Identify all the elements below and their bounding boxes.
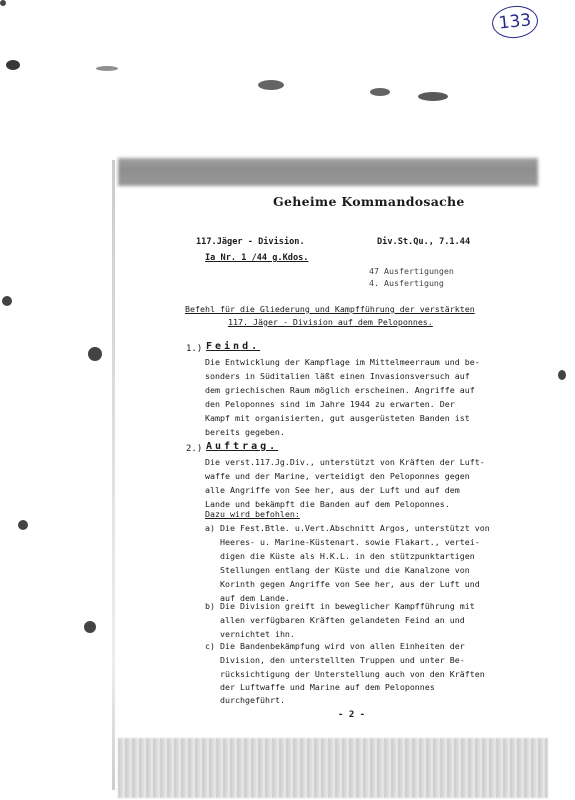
item-c-line: Die Bandenbekämpfung wird von allen Einheiten der xyxy=(220,641,465,651)
page-footer-number: - 2 - xyxy=(338,710,366,720)
order-title-line-1: Befehl für die Gliederung und Kampfführung der verstärkten xyxy=(185,304,475,314)
scan-smudge xyxy=(558,370,566,380)
section-2-number: 2.) xyxy=(186,444,203,454)
scan-smudge xyxy=(6,60,20,70)
item-a-line: digen die Küste als H.K.L. in den stützpunktartigen xyxy=(220,551,475,561)
scan-smudge xyxy=(418,92,448,101)
section-1-number: 1.) xyxy=(186,344,203,354)
item-a-line: Stellungen entlang der Küste und die Kanalzone von xyxy=(220,565,470,575)
bottom-dark-band xyxy=(118,738,548,798)
item-a-marker: a) xyxy=(205,523,215,533)
scan-smudge xyxy=(370,88,390,96)
scan-smudge xyxy=(258,80,284,90)
item-b-marker: b) xyxy=(205,601,215,611)
scan-smudge xyxy=(18,520,28,530)
item-c-marker: c) xyxy=(205,641,215,651)
archive-number: 133 xyxy=(497,10,533,34)
header-dark-band xyxy=(118,158,538,186)
unit-name: 117.Jäger - Division. xyxy=(196,237,305,247)
item-c-line: rücksichtigung der Unterstellung auch von den Kräften xyxy=(220,669,485,679)
scan-smudge xyxy=(2,296,12,306)
item-a-line: Heeres- u. Marine-Küstenart. sowie Flakart., vertei- xyxy=(220,537,480,547)
scan-smudge xyxy=(0,0,6,6)
copy-number: 4. Ausfertigung xyxy=(369,278,444,288)
section-1-line: Kampf mit organisierten, gut ausgerüsteten Banden ist xyxy=(205,413,470,423)
order-title-line-2: 117. Jäger - Division auf dem Peloponnes. xyxy=(228,317,433,327)
orders-subheading: Dazu wird befohlen: xyxy=(205,509,300,519)
item-b-line: Die Division greift in beweglicher Kampfführung mit xyxy=(220,601,475,611)
section-2-heading: Auftrag. xyxy=(206,441,279,452)
section-1-line: sonders in Süditalien läßt einen Invasionsversuch auf xyxy=(205,371,470,381)
page-edge-shadow xyxy=(112,160,115,790)
scan-smudge xyxy=(88,347,102,361)
item-b-line: vernichtet ihn. xyxy=(220,629,295,639)
section-1-heading: Feind. xyxy=(206,341,261,352)
section-1-line: Die Entwicklung der Kampflage im Mittelmeerraum und be- xyxy=(205,357,480,367)
section-2-line: waffe und der Marine, verteidigt den Peloponnes gegen xyxy=(205,471,470,481)
item-c-line: der Luftwaffe und Marine auf dem Peloponnes xyxy=(220,682,435,692)
archive-number-stamp xyxy=(490,4,539,41)
section-2-line: Lande und bekämpft die Banden auf dem Peloponnes. xyxy=(205,499,450,509)
classification-stamp: Geheime Kommandosache xyxy=(273,194,465,209)
scan-smudge xyxy=(84,621,96,633)
item-c-line: durchgeführt. xyxy=(220,695,285,705)
section-1-line: dem griechischen Raum möglich erscheinen. Angriffe auf xyxy=(205,385,475,395)
copies-count: 47 Ausfertigungen xyxy=(369,266,454,276)
section-2-line: alle Angriffe von See her, aus der Luft und auf dem xyxy=(205,485,460,495)
item-c-line: Division, den unterstellten Truppen und unter Be- xyxy=(220,655,465,665)
place-date: Div.St.Qu., 7.1.44 xyxy=(377,237,471,247)
item-b-line: allen verfügbaren Kräften gelandeten Feind an und xyxy=(220,615,465,625)
section-2-line: Die verst.117.Jg.Div., unterstützt von Kräften der Luft- xyxy=(205,457,485,467)
section-1-line: den Peloponnes sind im Jahre 1944 zu erwarten. Der xyxy=(205,399,455,409)
item-a-line: Die Fest.Btle. u.Vert.Abschnitt Argos, unterstützt von xyxy=(220,523,490,533)
reference-number: Ia Nr. 1 /44 g.Kdos. xyxy=(205,253,309,263)
item-a-line: auf dem Lande. xyxy=(220,593,290,603)
scan-smudge xyxy=(96,66,118,71)
section-1-line: bereits gegeben. xyxy=(205,427,285,437)
item-a-line: Korinth gegen Angriffe von See her, aus der Luft und xyxy=(220,579,480,589)
